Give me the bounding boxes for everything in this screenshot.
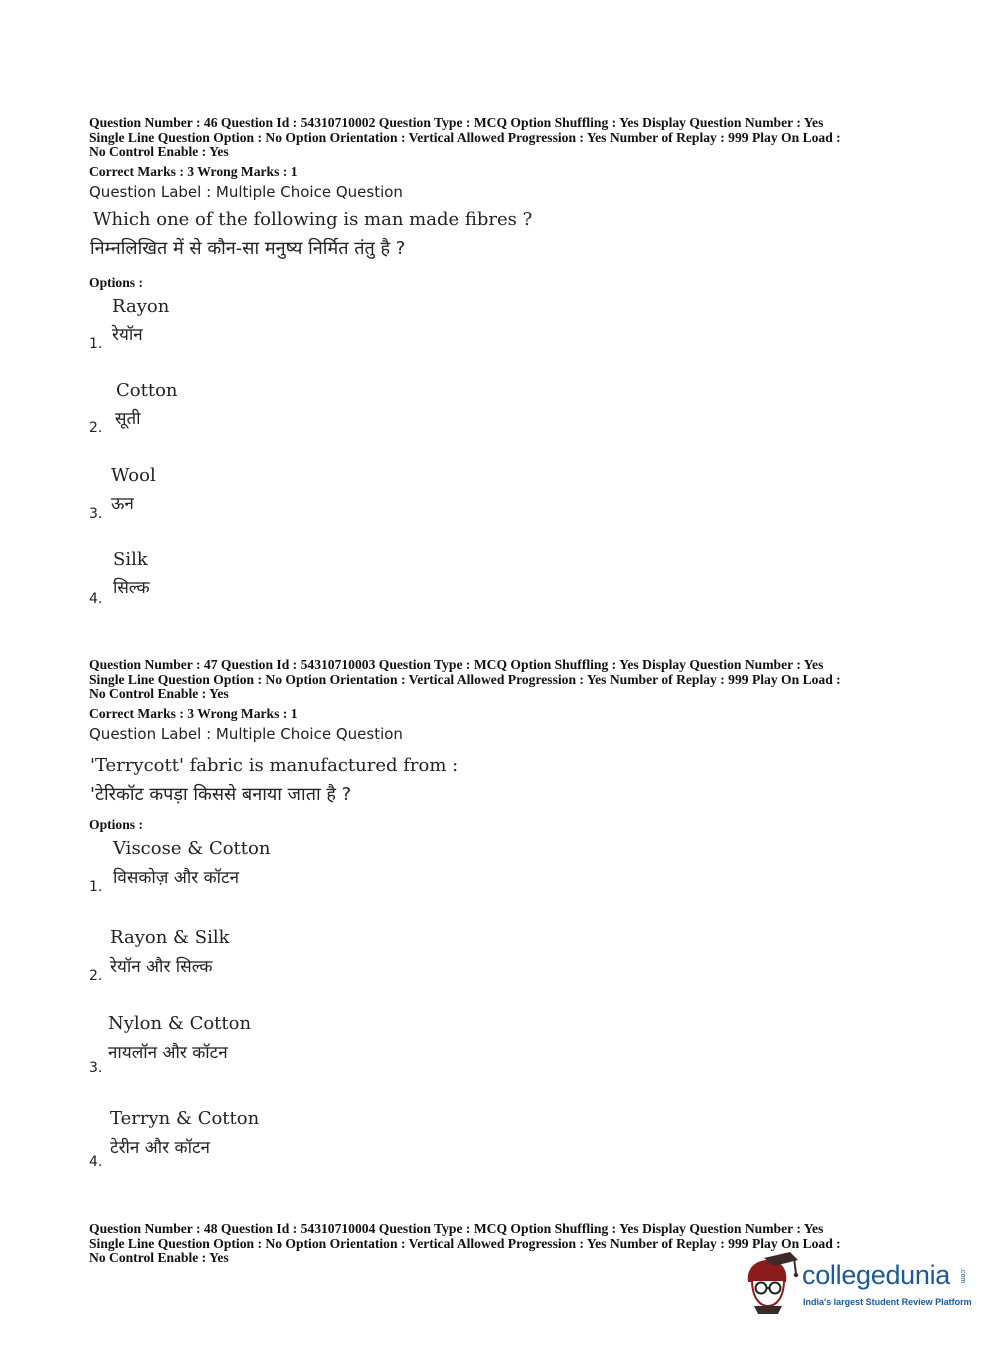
meta-line: No Control Enable : Yes [89,1250,229,1265]
meta-line: No Control Enable : Yes [89,144,229,159]
question-47-marks: Correct Marks : 3 Wrong Marks : 1 [89,706,298,721]
option-47-3-en[interactable]: Nylon & Cotton [108,1013,252,1034]
option-47-4-en[interactable]: Terryn & Cotton [110,1108,260,1129]
option-47-3-number: 3. [89,1060,103,1076]
option-46-4-en[interactable]: Silk [113,549,148,570]
option-47-4-hi[interactable]: टेरीन और कॉटन [110,1138,210,1158]
question-47-label: Question Label : Multiple Choice Question [89,725,403,743]
option-46-3-en[interactable]: Wool [111,465,156,486]
question-47-options-heading: Options : [89,817,144,832]
option-47-1-en[interactable]: Viscose & Cotton [113,838,271,859]
meta-line: Question Number : 46 Question Id : 54310710002 Question Type : MCQ Option Shuffling : Yes Display Question Number : Yes [89,115,824,130]
option-47-4-number: 4. [89,1154,103,1170]
collegedunia-logo[interactable] [742,1252,972,1316]
question-46-label: Question Label : Multiple Choice Question [89,183,403,201]
meta-line: No Control Enable : Yes [89,686,229,701]
option-46-1-hi[interactable]: रेयॉन [112,325,143,345]
option-47-2-number: 2. [89,968,103,984]
logo-suffix: .com [959,1268,966,1284]
question-46-text-en: Which one of the following is man made fibres ? [93,209,533,230]
graduate-cap-mascot-icon [742,1252,800,1314]
option-47-1-number: 1. [89,879,103,895]
meta-line: Single Line Question Option : No Option Orientation : Vertical Allowed Progression : Yes Number of Replay : 999 Play On Load : [89,129,841,145]
question-47-meta [89,658,919,702]
question-47-text-en: 'Terrycott' fabric is manufactured from : [90,755,459,776]
meta-line: Single Line Question Option : No Option Orientation : Vertical Allowed Progression : Yes Number of Replay : 999 Play On Load : [89,671,841,687]
option-47-2-hi[interactable]: रेयॉन और सिल्क [110,957,213,977]
meta-line: Single Line Question Option : No Option Orientation : Vertical Allowed Progression : Yes Number of Replay : 999 Play On Load : [89,1235,841,1251]
logo-tagline: India's largest Student Review Platform [803,1297,972,1307]
question-47-text-hi: 'टेरिकॉट कपड़ा किससे बनाया जाता है ? [90,784,352,805]
option-47-2-en[interactable]: Rayon & Silk [110,927,230,948]
option-47-3-hi[interactable]: नायलॉन और कॉटन [108,1043,228,1063]
option-46-3-hi[interactable]: ऊन [111,494,134,514]
option-46-3-number: 3. [89,506,103,522]
question-46-meta [89,116,919,160]
meta-line: Question Number : 48 Question Id : 54310710004 Question Type : MCQ Option Shuffling : Yes Display Question Number : Yes [89,1221,824,1236]
option-46-1-number: 1. [89,336,103,352]
meta-line: Question Number : 47 Question Id : 54310710003 Question Type : MCQ Option Shuffling : Yes Display Question Number : Yes [89,657,824,672]
question-46-options-heading: Options : [89,275,144,290]
logo-wordmark: collegedunia [802,1260,951,1290]
option-46-2-number: 2. [89,420,103,436]
option-46-2-hi[interactable]: सूती [115,409,141,429]
option-46-1-en[interactable]: Rayon [112,296,170,317]
option-47-1-hi[interactable]: विसकोज़ और कॉटन [113,868,240,888]
option-46-2-en[interactable]: Cotton [116,380,178,401]
question-46-marks: Correct Marks : 3 Wrong Marks : 1 [89,164,298,179]
option-46-4-number: 4. [89,591,103,607]
question-46-text-hi: निम्नलिखित में से कौन-सा मनुष्य निर्मित तंतु है ? [90,238,406,259]
option-46-4-hi[interactable]: सिल्क [113,578,150,598]
